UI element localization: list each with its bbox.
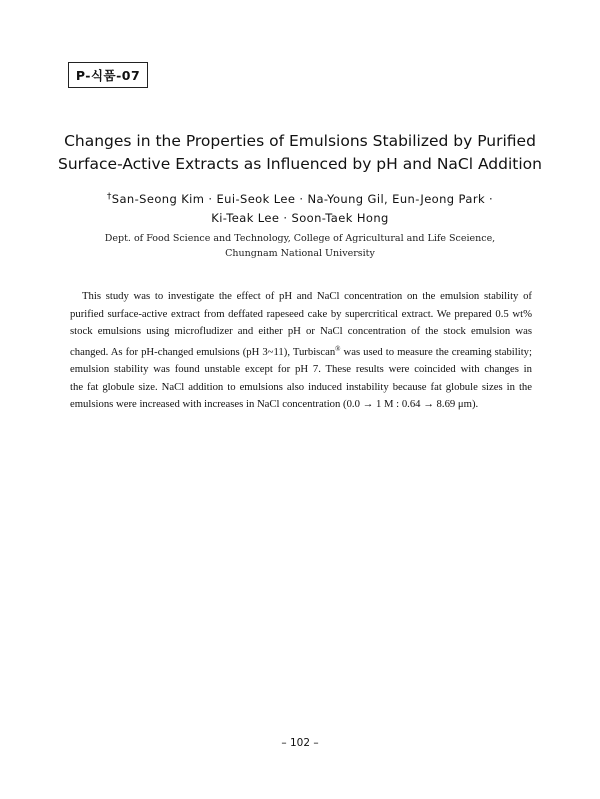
title-line-2: Surface-Active Extracts as Influenced by pH and NaCl Addition [58,155,542,173]
authors-line-1 [40,188,560,209]
registered-mark: ® [335,344,341,353]
affiliation-line-2: Chungnam National University [225,248,375,259]
abstract-body [70,288,532,414]
author-list [40,188,560,228]
abstract-line-4a: changed. As for pH-changed emulsions (pH 3~11), Turbiscan [70,345,336,358]
affiliation [40,231,560,261]
abstract-line-1: This study was to investigate the effect of pH and NaCl concentration on the emulsion stability of [82,290,532,302]
paper-title [40,130,560,176]
abstract-line-5: emulsion stability was found unstable except for pH 7. These results were coincided with changes in [70,363,532,375]
authors-line-1-text: San-Seong Kim · Eui-Seok Lee · Na-Young Gil, Eun-Jeong Park · [111,192,494,206]
abstract-line-6: the fat globule size. NaCl addition to emulsions also induced instability because fat globule sizes in the [70,380,532,393]
authors-line-2: Ki-Teak Lee · Soon-Taek Hong [211,211,389,225]
abstract-line-4b: was used to measure the creaming stability; [340,345,532,358]
abstract-line-3: stock emulsions using microfludizer and either pH or NaCl concentration of the stock emulsion was [70,325,532,337]
session-code: P-식품-07 [75,68,141,83]
abstract-line-2: purified surface-active extract from deffated rapeseed cake by supercritical extract. We prepared 0.5 wt% [70,307,532,320]
abstract-line-4 [70,341,532,362]
abstract-line-7: emulsions were increased with increases in NaCl concentration (0.0 → 1 M : 0.64 → 8.69 μm). [70,398,479,410]
page-number: – 102 – [281,737,319,749]
title-line-1: Changes in the Properties of Emulsions Stabilized by Purified [64,132,536,150]
session-code-box [68,62,148,88]
affiliation-line-1: Dept. of Food Science and Technology, College of Agricultural and Life Sceience, [104,233,496,244]
corresponding-author-mark: † [106,192,112,202]
